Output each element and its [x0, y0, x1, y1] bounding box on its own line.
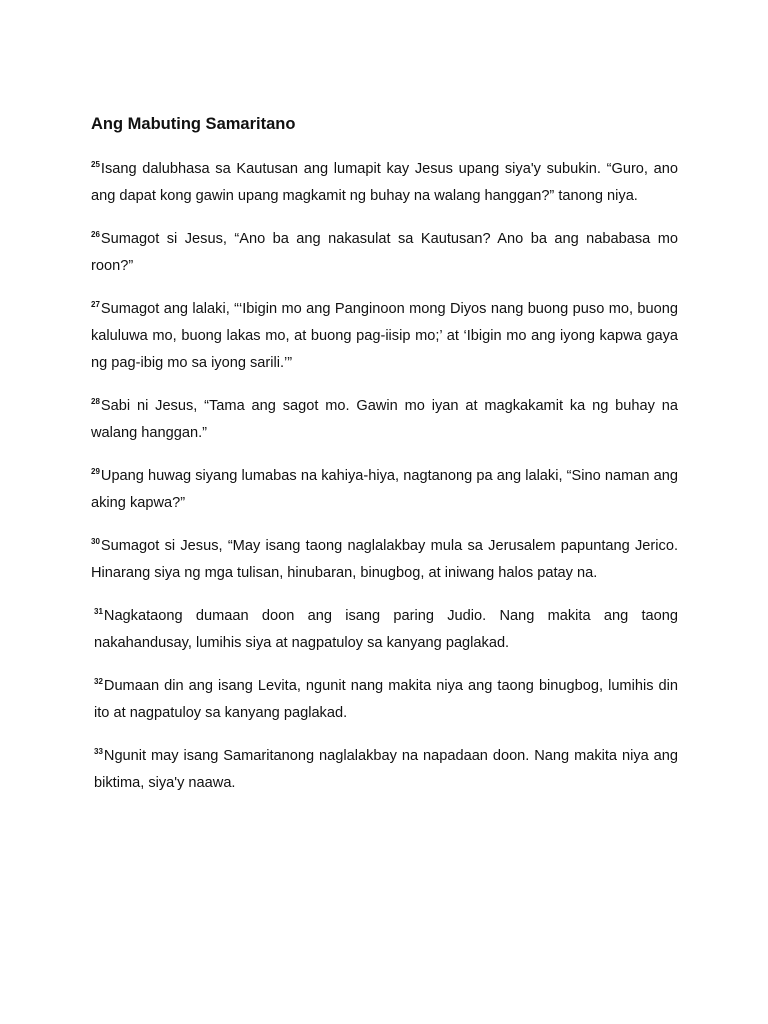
verse-28 [91, 393, 678, 447]
verse-text: Isang dalubhasa sa Kautusan ang lumapit kay Jesus upang siya'y subukin. “Guro, ano ang dapat kong gawin upang magkamit ng buhay na walang hanggan?” tanong niya. [91, 161, 678, 204]
verse-29 [91, 463, 678, 517]
verse-27 [91, 296, 678, 377]
verse-number: 33 [94, 747, 103, 756]
verse-number: 25 [91, 160, 100, 169]
verse-number: 31 [94, 607, 103, 616]
verse-text: Dumaan din ang isang Levita, ngunit nang makita niya ang taong binugbog, lumihis din ito at nagpatuloy sa kanyang paglakad. [94, 678, 678, 721]
document-page [91, 112, 678, 813]
verse-number: 26 [91, 230, 100, 239]
verse-25 [91, 156, 678, 210]
verse-31 [91, 603, 678, 657]
verse-text: Upang huwag siyang lumabas na kahiya-hiya, nagtanong pa ang lalaki, “Sino naman ang aking kapwa?” [91, 468, 678, 511]
verse-text: Sumagot si Jesus, “May isang taong naglalakbay mula sa Jerusalem papuntang Jerico. Hinarang siya ng mga tulisan, hinubaran, binugbog, at iniwang halos patay na. [91, 538, 678, 581]
verse-number: 29 [91, 467, 100, 476]
verse-number: 27 [91, 300, 100, 309]
verse-text: Sumagot ang lalaki, “‘Ibigin mo ang Panginoon mong Diyos nang buong puso mo, buong kaluluwa mo, buong lakas mo, at buong pag-iisip mo;’ at ‘Ibigin mo ang iyong kapwa gaya ng pag-ibig mo sa iyong sarili.’” [91, 301, 678, 371]
verse-text: Ngunit may isang Samaritanong naglalakbay na napadaan doon. Nang makita niya ang biktima, siya'y naawa. [94, 748, 678, 791]
verse-text: Nagkataong dumaan doon ang isang paring Judio. Nang makita ang taong nakahandusay, lumihis siya at nagpatuloy sa kanyang paglakad. [94, 608, 678, 651]
verse-33 [91, 743, 678, 797]
document-title: Ang Mabuting Samaritano [91, 115, 296, 133]
verse-26 [91, 226, 678, 280]
verse-text: Sumagot si Jesus, “Ano ba ang nakasulat sa Kautusan? Ano ba ang nababasa mo roon?” [91, 231, 678, 274]
verse-30 [91, 533, 678, 587]
verse-32 [91, 673, 678, 727]
verse-number: 30 [91, 537, 100, 546]
verse-number: 32 [94, 677, 103, 686]
verse-number: 28 [91, 397, 100, 406]
verse-text: Sabi ni Jesus, “Tama ang sagot mo. Gawin mo iyan at magkakamit ka ng buhay na walang hanggan.” [91, 398, 678, 441]
